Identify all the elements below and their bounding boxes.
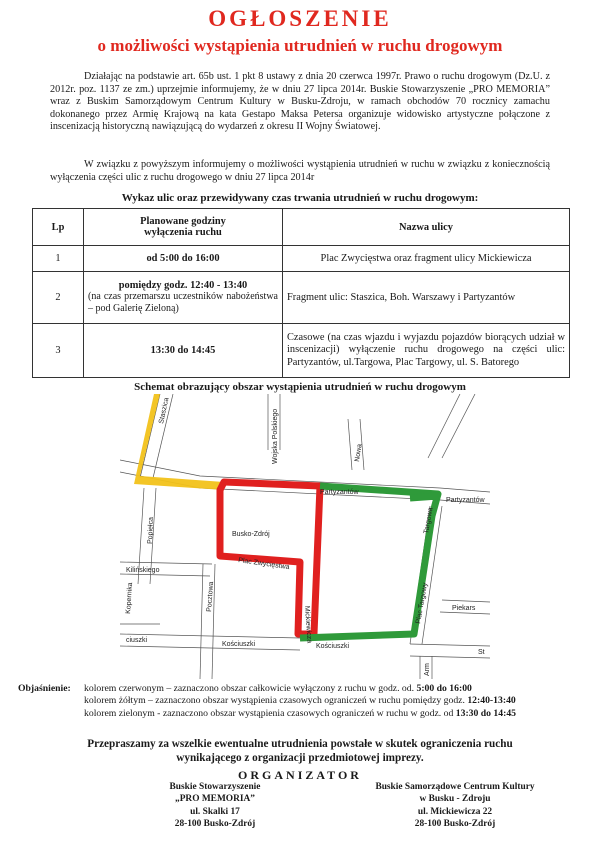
row-2-hours-cell [84,272,283,324]
header-hours [84,209,283,246]
header-hours-line2: wyłączenia ruchu [144,227,222,238]
apology-line-2: wynikającego z organizacji przedmiotowej imprezy. [176,752,424,764]
row-2-note: (na czas przemarszu uczestników nabożeństwa – pod Galerię Zieloną) [88,291,278,314]
intro-paragraph-2 [50,159,550,184]
label-wojska-polskiego: Wojska Polskiego [272,408,279,464]
organizer-right-line: ul. Mickiewicza 22 [417,806,493,817]
legend-green-time: 13:30 do 14:45 [455,707,517,719]
label-popiela: Popiełca [147,516,155,545]
organizer-right [350,781,560,831]
table-row [33,324,570,378]
organizer-right-line: w Busku - Zdroju [419,794,491,805]
row-1-street: Plac Zwycięstwa oraz fragment ulicy Mickiewicza [283,246,570,272]
row-1-lp: 1 [33,246,84,272]
legend-yellow-time: 12:40-13:40 [467,695,516,707]
label-busko-zdroj: Busko-Zdrój [232,531,270,538]
header-hours-line1: Planowane godziny [140,216,226,227]
label-partyzantow-1: Partyzantów [320,489,359,496]
intro-paragraph-1 [50,71,550,134]
legend-label: Objaśnienie [18,683,68,694]
organizer-title: ORGANIZATOR [238,768,362,782]
intro-text-2: W związku z powyższym informujemy o możliwości wystąpienia utrudnień w ruchu w związku z koniecznością wyłączenia części ulic z ruchu drogowego w dniu 27 lipca 2014r [50,159,550,183]
label-plac-targowy: Plac Targowy [415,582,430,625]
legend-green [18,708,516,720]
label-staszica: Staszica [158,397,171,425]
organizer-left-line: Buskie Stowarzyszenie [169,782,261,792]
row-3-lp: 3 [33,324,84,378]
row-1-hours: od 5:00 do 16:00 [84,246,283,272]
label-partyzantow-2: Partyzantów [446,497,485,504]
traffic-map [120,394,490,679]
label-kopernika: Kopernika [125,582,135,615]
row-2-street: Fragment ulic: Staszica, Boh. Warszawy i Partyzantów [283,272,570,324]
label-armii: Arm [424,663,431,676]
table-row [33,246,570,272]
row-2-lp: 2 [33,272,84,324]
label-nowa: Nowa [354,443,364,463]
legend-yellow [18,695,516,707]
legend-red-time: 5:00 do 16:00 [416,683,472,694]
apology-note [0,737,600,765]
table-row [33,272,570,324]
row-2-hours: pomiędzy godz. 12:40 - 13:40 [118,280,248,291]
legend-red: Objaśnienie: kolorem czerwonym – zaznaczono obszar całkowicie wyłączony z ruchu w godz. od. 5:00 do 16:00 [18,683,472,694]
row-3-hours: 13:30 do 14:45 [84,324,283,378]
organizer-left-line: „PRO MEMORIA” [175,794,255,805]
map-caption: Schemat obrazujący obszar wystąpienia utrudnień w ruchu drogowym [134,381,466,393]
header-lp: Lp [33,209,84,246]
legend-red-text: kolorem czerwonym – zaznaczono obszar całkowicie wyłączony z ruchu w godz. od. [84,683,415,694]
legend [18,683,516,720]
closure-yellow [134,394,224,490]
legend-green-text: kolorem zielonym - zaznaczono obszar wystąpienia czasowych ograniczeń w ruchu w godz. od [84,707,454,719]
intro-text-1: Działając na podstawie art. 65b ust. 1 pkt 8 ustawy z dnia 20 czerwca 1997r. Prawo o ruchu drogowym (Dz.U. z 2012r. poz. 1137 ze zm.) uprzejmie informujemy, że w dniu 27 lipca 2014r. Buskie Stowarzyszenie „PRO MEMORIA” wraz z Buskim Samorządowym Centrum Kultury w Busku-Zdroju, w ramach obchodów 70 rocznicy zamachu dokonanego przez Armię Krajową na kata Gestapo Maksa Petersa organizuje widowisko artystyczne połączone z inscenizacją historyczną nawiązującą do wydarzeń z okresu II Wojny Światowej. [50,71,550,133]
apology-line-1: Przepraszamy za wszelkie ewentualne utrudnienia powstałe w skutek ograniczenia ruchu [87,738,513,750]
label-piekarska: Piekars [452,605,476,612]
legend-yellow-text: kolorem żółtym – zaznaczono obszar wystąpienia czasowych ograniczeń w ruchu pomiędzy godz. [84,695,465,707]
organizer-left [130,781,300,831]
label-plac-zwyciestwa: Plac Zwycięstwa [237,557,290,572]
label-kosciuszki-2: Kościuszki [222,641,256,648]
label-kilinskiego: Kilińskiego [126,567,160,574]
organizer-right-line: 28-100 Busko-Zdrój [414,819,496,830]
row-3-street: Czasowe (na czas wjazdu i wyjazdu pojazdów biorących udział w inscenizacji) wyłączenie ruchu drogowego na części ulic: Partyzantów, ul.Targowa, Plac Targowy, ul. S. Batorego [283,324,570,378]
label-st: St [478,649,485,656]
organizer-left-line: ul. Skalki 17 [190,806,240,817]
organizer-right-line: Buskie Samorządowe Centrum Kultury [375,782,535,792]
label-targowa: Targowa [423,507,435,535]
announcement-subtitle: o możliwości wystąpienia utrudnień w ruchu drogowym [97,36,503,55]
header-street: Nazwa ulicy [283,209,570,246]
label-kosciuszki-1: ciuszki [126,637,148,644]
announcement-title: OGŁOSZENIE [208,6,392,31]
street-closures-table [32,208,570,378]
table-caption: Wykaz ulic oraz przewidywany czas trwania utrudnień w ruchu drogowym: [121,192,479,204]
table-header-row [33,209,570,246]
label-mickiewicza: Mickiewicza [303,605,313,644]
label-kosciuszki-3: Kościuszki [316,643,350,650]
label-pocztowa: Pocztowa [206,581,216,613]
organizer-left-line: 28-100 Busko-Zdrój [174,819,256,830]
